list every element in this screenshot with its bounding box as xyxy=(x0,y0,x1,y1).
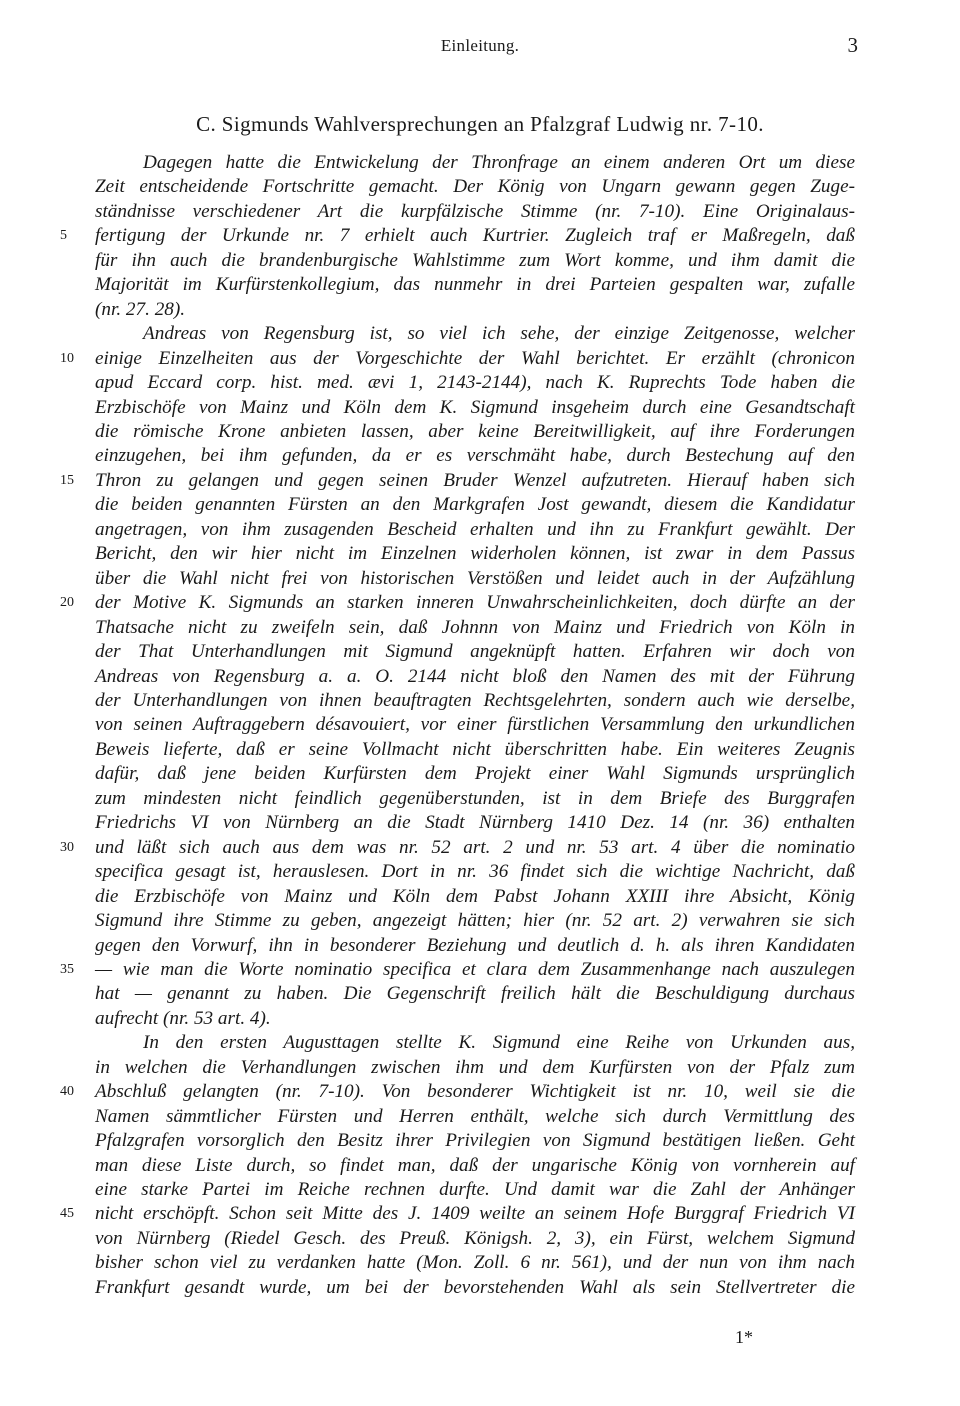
line-text: Namen sämmtlicher Fürsten und Herren enthält, welche sich durch Vermittlung des xyxy=(95,1105,855,1127)
line-text: einige Einzelheiten aus der Vorgeschichte der Wahl berichtet. Er erzählt (chronicon xyxy=(95,347,855,369)
text-line xyxy=(0,1227,960,1251)
text-line xyxy=(0,542,960,566)
text-line xyxy=(0,665,960,689)
line-text: gegen den Vorwurf, ihn in besonderer Beziehung und deutlich d. h. als ihren Kandidaten xyxy=(95,934,855,956)
line-text: Beweis lieferte, daß er seine Vollmacht nicht überschritten habe. Ein weiteres Zeugnis xyxy=(95,738,855,760)
line-text: Frankfurt gesandt wurde, um bei der bevorstehenden Wahl als sein Stellvertreter die xyxy=(95,1276,855,1298)
text-line xyxy=(0,493,960,517)
text-line xyxy=(0,175,960,199)
line-text: Bericht, den wir hier nicht im Einzelnen widerholen können, ist zwar in dem Passus xyxy=(95,543,855,565)
page-number: 3 xyxy=(847,33,858,57)
line-text: in welchen die Verhandlungen zwischen ihm und dem Kurfürsten von der Pfalz zum xyxy=(95,1056,855,1078)
text-line xyxy=(0,371,960,395)
line-text: bisher schon viel zu verdanken hatte (Mon. Zoll. 6 nr. 561), und der nun von ihm nach xyxy=(95,1252,855,1274)
line-text: Erzbischöfe von Mainz und Köln dem K. Sigmund insgeheim durch eine Gesandtschaft xyxy=(95,396,855,418)
text-line xyxy=(0,420,960,444)
text-line xyxy=(0,1056,960,1080)
line-text: man diese Liste durch, so findet man, daß der ungarische König von vornherein auf xyxy=(95,1154,855,1176)
line-text: die Erzbischöfe von Mainz und Köln dem Pabst Johann XXIII ihre Absicht, König xyxy=(95,885,855,907)
line-text: apud Eccard corp. hist. med. ævi 1, 2143-2144), nach K. Ruprechts Tode haben die xyxy=(95,372,855,394)
text-line xyxy=(0,396,960,420)
line-text: Andreas von Regensburg a. a. O. 2144 nicht bloß den Namen des mit der Führung xyxy=(95,665,855,687)
line-text: specifica gesagt ist, herauslesen. Dort in nr. 36 findet sich die wichtige Nachricht, daß xyxy=(95,861,855,883)
line-text: (nr. 27. 28). xyxy=(95,298,186,320)
text-line xyxy=(0,224,960,248)
text-line xyxy=(0,444,960,468)
text-line xyxy=(0,298,960,322)
text-line xyxy=(0,909,960,933)
text-line xyxy=(0,591,960,615)
text-line xyxy=(0,1178,960,1202)
line-text: eine starke Partei im Reiche rechnen durfte. Und damit war die Zahl der Anhänger xyxy=(95,1179,855,1201)
text-line xyxy=(0,1031,960,1055)
text-line xyxy=(0,1080,960,1104)
text-line xyxy=(0,200,960,224)
line-text: hat — genannt zu haben. Die Gegenschrift freilich hält die Beschuldigung durchaus xyxy=(95,983,855,1005)
line-text: Zeit entscheidende Fortschritte gemacht. Der König von Ungarn gewann gegen Zuge- xyxy=(95,176,855,198)
text-line xyxy=(0,738,960,762)
text-line xyxy=(0,1251,960,1275)
line-text: Majorität im Kurfürstenkollegium, das nunmehr in drei Parteien gespalten war, zufalle xyxy=(95,274,855,296)
text-line xyxy=(0,616,960,640)
text-line xyxy=(0,347,960,371)
line-text: ständnisse verschiedener Art die kurpfälzische Stimme (nr. 7-10). Eine Originalaus- xyxy=(95,200,855,222)
line-text: dafür, daß jene beiden Kurfürsten dem Projekt einer Wahl Sigmunds ursprünglich xyxy=(95,763,855,785)
line-number: 20 xyxy=(60,595,74,611)
line-text: fertigung der Urkunde nr. 7 erhielt auch Kurtrier. Zugleich traf er Maßregeln, daß xyxy=(95,225,855,247)
text-line xyxy=(0,762,960,786)
text-line xyxy=(0,1154,960,1178)
line-number: 30 xyxy=(60,839,74,855)
text-line xyxy=(0,958,960,982)
line-text: nicht erschöpft. Schon seit Mitte des J. 1409 weilte an seinem Hofe Burggraf Friedrich VI xyxy=(95,1203,855,1225)
line-text: der Motive K. Sigmunds an starken inneren Unwahrscheinlichkeiten, doch dürfte an der xyxy=(95,592,855,614)
text-line xyxy=(0,689,960,713)
text-line xyxy=(0,1007,960,1031)
text-line xyxy=(0,885,960,909)
line-text: angetragen, von ihm zusagenden Bescheid erhalten und ihn zu Frankfurt gewählt. Der xyxy=(95,518,855,540)
line-text: Andreas von Regensburg ist, so viel ich sehe, der einzige Zeitgenosse, welcher xyxy=(143,323,855,345)
text-line xyxy=(0,787,960,811)
line-number: 45 xyxy=(60,1206,74,1222)
line-number: 35 xyxy=(60,961,74,977)
text-line xyxy=(0,249,960,273)
text-line xyxy=(0,811,960,835)
text-line xyxy=(0,836,960,860)
text-line xyxy=(0,1202,960,1226)
text-line xyxy=(0,469,960,493)
text-line xyxy=(0,567,960,591)
line-number: 10 xyxy=(60,350,74,366)
text-line xyxy=(0,640,960,664)
line-text: aufrecht (nr. 53 art. 4). xyxy=(95,1007,271,1029)
line-text: Friedrichs VI von Nürnberg an die Stadt Nürnberg 1410 Dez. 14 (nr. 36) enthalten xyxy=(95,812,855,834)
text-line xyxy=(0,1129,960,1153)
line-text: die beiden genannten Fürsten an den Markgrafen Jost gewandt, diesem die Kandidatur xyxy=(95,494,855,516)
line-number: 15 xyxy=(60,472,74,488)
text-line xyxy=(0,860,960,884)
line-text: von seinen Auftraggebern désavouiert, vor einer fürstlichen Versammlung den urkundlichen xyxy=(95,714,855,736)
line-text: über die Wahl nicht frei von historischen Verstößen und leidet auch in der Aufzählung xyxy=(95,567,855,589)
line-number: 5 xyxy=(60,228,67,244)
section-heading: C. Sigmunds Wahlversprechungen an Pfalzgraf Ludwig nr. 7-10. xyxy=(196,112,764,136)
line-text: die römische Krone anbieten lassen, aber keine Bereitwilligkeit, auf ihre Forderungen xyxy=(95,420,855,442)
running-title: Einleitung. xyxy=(440,36,520,55)
line-text: und läßt sich auch aus dem was nr. 52 art. 2 und nr. 53 art. 4 über die nominatio xyxy=(95,836,855,858)
running-head xyxy=(0,30,960,62)
body-text xyxy=(0,151,960,1300)
text-line xyxy=(0,273,960,297)
line-text: Abschluß gelangten (nr. 7-10). Von besonderer Wichtigkeit ist nr. 10, weil sie die xyxy=(95,1081,855,1103)
text-line xyxy=(0,934,960,958)
line-text: — wie man die Worte nominatio specifica et clara dem Zusammenhange nach auszulegen xyxy=(95,958,855,980)
line-text: Thron zu gelangen und gegen seinen Bruder Wenzel aufzutreten. Hierauf haben sich xyxy=(95,469,855,491)
line-text: von Nürnberg (Riedel Gesch. des Preuß. Königsh. 2, 3), ein Fürst, welchem Sigmund xyxy=(95,1227,855,1249)
text-line xyxy=(0,322,960,346)
text-line xyxy=(0,151,960,175)
line-text: einzugehen, bei ihm gefunden, da er es verschmäht habe, durch Bestechung auf den xyxy=(95,445,855,467)
line-text: Pfalzgrafen vorsorglich den Besitz ihrer Privilegien von Sigmund bestätigen ließen. Geht xyxy=(95,1130,855,1152)
line-text: Thatsache nicht zu zweifeln sein, daß Johnnn von Mainz und Friedrich von Köln in xyxy=(95,616,855,638)
line-text: der That Unterhandlungen mit Sigmund angeknüpft hatten. Erfahren wir doch von xyxy=(95,641,855,663)
text-line xyxy=(0,982,960,1006)
text-line xyxy=(0,1276,960,1300)
line-text: In den ersten Augusttagen stellte K. Sigmund eine Reihe von Urkunden aus, xyxy=(143,1032,855,1054)
line-text: Sigmund ihre Stimme zu geben, angezeigt hätten; hier (nr. 52 art. 2) verwahren sie sich xyxy=(95,910,855,932)
signature-mark: 1* xyxy=(735,1327,753,1347)
line-text: für ihn auch die brandenburgische Wahlstimme zum Wort komme, und ihm damit die xyxy=(95,249,855,271)
text-line xyxy=(0,518,960,542)
line-text: Dagegen hatte die Entwickelung der Thronfrage an einem anderen Ort um diese xyxy=(143,152,855,173)
text-line xyxy=(0,713,960,737)
line-text: zum mindesten nicht feindlich gegenüberstunden, ist in dem Briefe des Burggrafen xyxy=(95,787,855,809)
line-text: der Unterhandlungen von ihnen beauftragten Rechtsgelehrten, sondern auch wie derselbe, xyxy=(95,689,855,711)
text-line xyxy=(0,1105,960,1129)
line-number: 40 xyxy=(60,1084,74,1100)
